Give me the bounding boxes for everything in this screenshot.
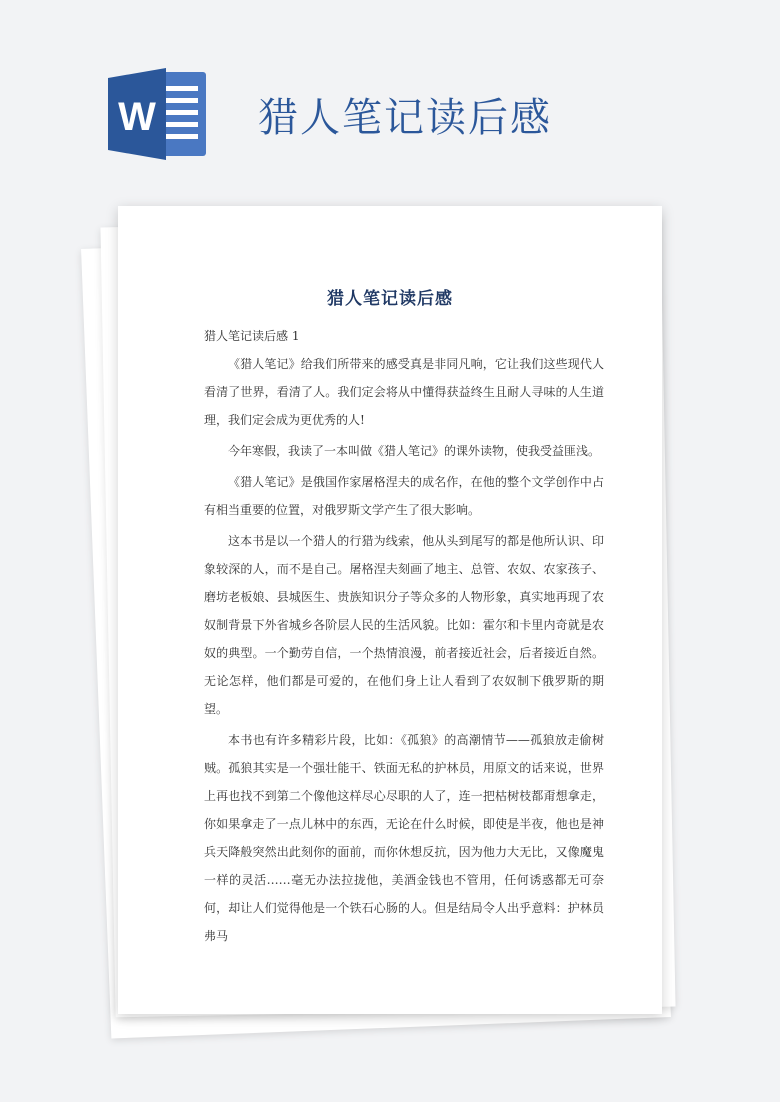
word-document-icon	[108, 66, 208, 162]
paragraph: 本书也有许多精彩片段，比如：《孤狼》的高潮情节——孤狼放走偷树贼。孤狼其实是一个强壮能干、铁面无私的护林员，用原文的话来说，世界上再也找不到第二个像他这样尽心尽职的人了，连一把枯树枝都甭想拿走，你如果拿走了一点儿林中的东西，无论在什么时候，即使是半夜，他也是神兵天降般突然出此刻你的面前，而你休想反抗，因为他力大无比，又像魔鬼一样的灵活……毫无办法拉拢他，美酒金钱也不管用，任何诱惑都无可奈何，却让人们觉得他是一个铁石心肠的人。但是结局令人出乎意料：护林员弗马	[204, 733, 604, 943]
paragraph: 这本书是以一个猎人的行猎为线索，他从头到尾写的都是他所认识、印象较深的人，而不是自己。屠格涅夫刻画了地主、总管、农奴、农家孩子、磨坊老板娘、县城医生、贵族知识分子等众多的人物形象，真实地再现了农奴制背景下外省城乡各阶层人民的生活风貌。比如：霍尔和卡里内奇就是农奴的典型。一个勤劳自信，一个热情浪漫，前者接近社会，后者接近自然。无论怎样，他们都是可爱的，在他们身上让人看到了农奴制下俄罗斯的期望。	[204, 534, 604, 716]
paragraph: 今年寒假，我读了一本叫做《猎人笔记》的课外读物，使我受益匪浅。	[228, 444, 601, 458]
document-body	[204, 322, 604, 950]
paragraph: 《猎人笔记》是俄国作家屠格涅夫的成名作，在他的整个文学创作中占有相当重要的位置，对俄罗斯文学产生了很大影响。	[204, 475, 604, 517]
page-title: 猎人笔记读后感	[258, 95, 552, 141]
document-title: 猎人笔记读后感	[327, 289, 453, 309]
word-logo-letter: W	[118, 95, 156, 139]
header-banner	[0, 0, 780, 200]
document-page	[118, 206, 662, 1014]
paragraph: 《猎人笔记》给我们所带来的感受真是非同凡响，它让我们这些现代人看清了世界，看清了人。我们定会将从中懂得获益终生且耐人寻味的人生道理，我们定会成为更优秀的人!	[204, 357, 604, 427]
document-subtitle: 猎人笔记读后感 1	[204, 329, 300, 343]
